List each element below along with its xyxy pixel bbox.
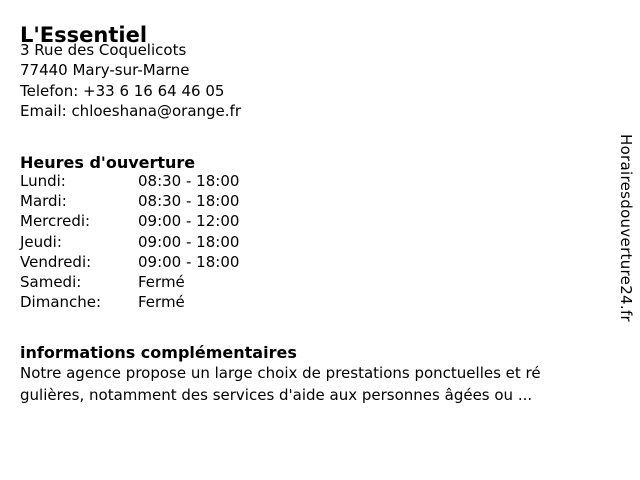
day-hours: 09:00 - 18:00 (138, 252, 240, 271)
info-text-line: Notre agence propose un large choix de prestations ponctuelles et ré (20, 364, 541, 382)
day-hours: 08:30 - 18:00 (138, 192, 240, 211)
day-label: Jeudi: (20, 232, 62, 251)
hours-row-wednesday (20, 211, 239, 231)
contact-block (20, 40, 241, 122)
day-label: Mercredi: (20, 212, 91, 231)
hours-row-friday (20, 252, 239, 272)
info-text-line: gulières, notamment des services d'aide aux personnes âgées ou ... (20, 386, 533, 404)
additional-info-title: informations complémentaires (20, 343, 297, 363)
opening-hours-title: Heures d'ouverture (20, 153, 196, 173)
day-label: Dimanche: (20, 293, 102, 312)
page-title: L'Essentiel (20, 23, 148, 48)
hours-row-monday (20, 171, 239, 191)
address-street: 3 Rue des Coquelicots (20, 41, 187, 59)
day-hours: 09:00 - 12:00 (138, 212, 240, 231)
hours-row-saturday (20, 272, 239, 292)
hours-row-sunday (20, 292, 239, 312)
hours-row-thursday (20, 232, 239, 252)
opening-hours-table (20, 171, 239, 312)
day-label: Samedi: (20, 272, 82, 291)
day-label: Lundi: (20, 172, 66, 190)
email-line: Email: chloeshana@orange.fr (20, 102, 241, 121)
phone-line: Telefon: +33 6 16 64 46 05 (20, 81, 225, 100)
day-hours: 08:30 - 18:00 (138, 172, 240, 190)
day-label: Mardi: (20, 192, 67, 211)
additional-info-text (20, 362, 541, 406)
day-hours: Fermé (138, 272, 185, 291)
day-hours: Fermé (138, 293, 185, 312)
day-label: Vendredi: (20, 252, 92, 271)
watermark-vertical-text: Horairesdouverture24.fr (617, 134, 635, 322)
hours-row-tuesday (20, 191, 239, 211)
day-hours: 09:00 - 18:00 (138, 232, 240, 251)
address-city: 77440 Mary-sur-Marne (20, 61, 190, 80)
